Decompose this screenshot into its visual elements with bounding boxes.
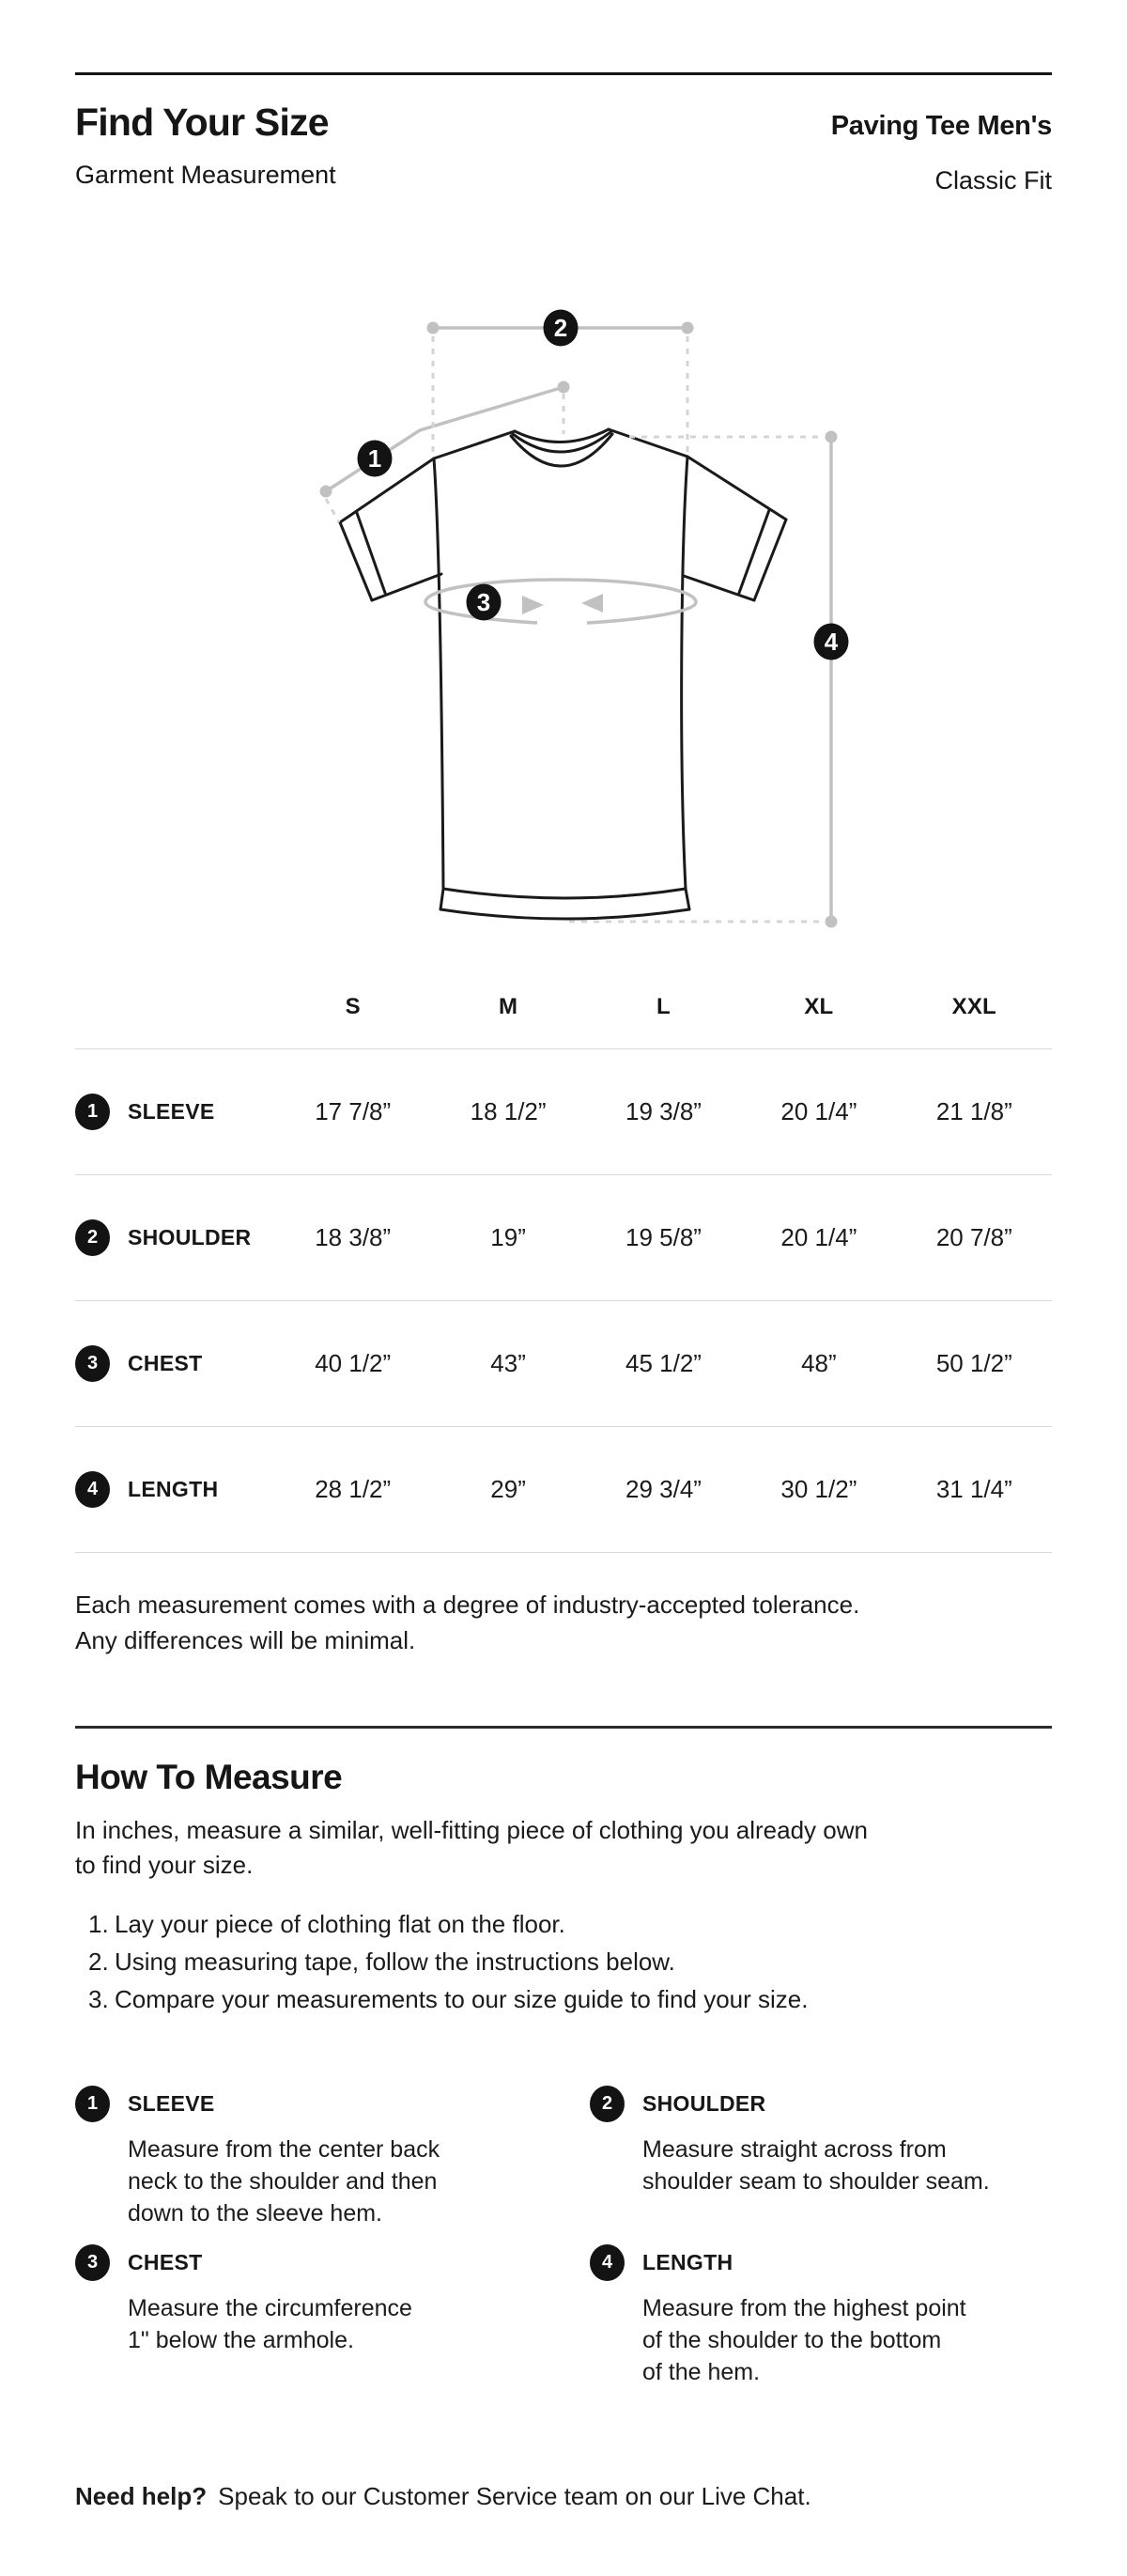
svg-text:3: 3 [476,588,491,616]
intro-line1: In inches, measure a similar, well-fitting piece of clothing you already own [75,1816,868,1844]
instruction-line: neck to the shoulder and then [128,2168,438,2195]
how-to-measure-title: How To Measure [75,1758,343,1796]
tolerance-note-line2: Any differences will be minimal. [75,1626,416,1654]
table-row-chest [75,1301,1052,1427]
page-header [75,100,1052,197]
instruction-line: down to the sleeve hem. [128,2200,382,2227]
table-row-length [75,1427,1052,1553]
instruction-label-sleeve: SLEEVE [128,2091,215,2116]
svg-text:1: 1 [367,444,382,473]
step-text-2: Using measuring tape, follow the instructions below. [115,1948,675,1976]
row-header-shoulder [75,1219,275,1256]
row-badge-1: 1 [75,1094,110,1130]
svg-text:4: 4 [824,628,839,656]
help-footer [75,2478,1052,2514]
cell-length-xl: 30 1/2” [780,1475,857,1503]
marker-badge-2 [544,310,579,347]
step-text-3: Compare your measurements to our size guide to find your size. [115,1985,809,2013]
measurement-lines [326,328,831,922]
step-number-1: 1. [88,1910,109,1938]
table-row-shoulder [75,1175,1052,1301]
row-badge-4: 4 [75,1471,110,1508]
cell-sleeve-m: 18 1/2” [470,1097,547,1125]
instruction-sleeve [75,2086,590,2229]
column-header-s: S [345,994,361,1019]
marker-badge-4 [814,624,849,660]
instruction-text-length [642,2292,1052,2388]
instruction-length-header [590,2244,1052,2281]
instruction-text-shoulder [642,2134,1052,2197]
page-title: Find Your Size [75,101,329,144]
cell-chest-s: 40 1/2” [315,1349,392,1377]
instruction-line: 1" below the armhole. [128,2327,354,2353]
row-header-length [75,1471,275,1508]
tshirt-illustration [340,429,786,919]
marker-badge-1 [358,441,393,477]
step-text-1: Lay your piece of clothing flat on the floor. [115,1910,565,1938]
column-header-xxl: XXL [951,994,996,1019]
column-header-xl: XL [804,994,834,1019]
row-header-chest [75,1345,275,1382]
instruction-line: of the shoulder to the bottom [642,2327,942,2353]
cell-sleeve-l: 19 3/8” [625,1097,702,1125]
measure-instructions [75,2086,1052,2388]
cell-shoulder-m: 19” [490,1223,526,1251]
cell-length-xxl: 31 1/4” [935,1475,1012,1503]
product-fit: Classic Fit [934,166,1052,194]
instruction-line: shoulder seam to shoulder seam. [642,2168,990,2195]
cell-sleeve-s: 17 7/8” [315,1097,392,1125]
page-subtitle: Garment Measurement [75,161,336,189]
row-badge-2: 2 [75,1219,110,1256]
table-row-sleeve [75,1049,1052,1175]
list-item [88,1980,1052,2018]
size-table [75,968,1052,1553]
header-left [75,100,336,192]
tolerance-note-line1: Each measurement comes with a degree of industry-accepted tolerance. [75,1591,860,1619]
list-item [88,1905,1052,1943]
instruction-line: Measure the circumference [128,2295,412,2321]
section-divider [75,1726,1052,1729]
cell-shoulder-s: 18 3/8” [315,1223,392,1251]
instruction-length [590,2244,1052,2388]
list-item [88,1943,1052,1980]
help-text: Speak to our Customer Service team on our Live Chat. [218,2482,811,2510]
header-right [831,100,1052,197]
marker-badge-3 [467,584,502,621]
chest-measure-ellipse [425,580,696,623]
instruction-shoulder [590,2086,1052,2229]
measure-steps-list [75,1905,1052,2018]
row-label-shoulder: SHOULDER [128,1225,252,1249]
instruction-badge-1: 1 [75,2086,110,2122]
step-number-3: 3. [88,1985,109,2013]
row-header-sleeve [75,1094,275,1130]
instruction-line: Measure from the highest point [642,2295,966,2321]
instruction-line: of the hem. [642,2359,761,2385]
instruction-label-length: LENGTH [642,2250,733,2274]
instruction-badge-4: 4 [590,2244,625,2281]
tolerance-note [75,1587,1052,1658]
cell-sleeve-xl: 20 1/4” [780,1097,857,1125]
row-label-chest: CHEST [128,1351,203,1375]
help-label: Need help? [75,2482,208,2510]
chest-arrow-left-icon [581,594,603,613]
chest-arrow-right-icon [522,596,544,614]
cell-length-l: 29 3/4” [625,1475,702,1503]
row-badge-3: 3 [75,1345,110,1382]
cell-length-m: 29” [490,1475,526,1503]
size-table-header [75,968,1052,1049]
instruction-chest-header [75,2244,590,2281]
instruction-label-chest: CHEST [128,2250,203,2274]
product-name: Paving Tee Men's [830,111,1052,141]
instruction-chest [75,2244,590,2388]
sleeve-measure-line [326,387,564,491]
how-to-measure-intro [75,1813,1052,1883]
cell-shoulder-xxl: 20 7/8” [935,1223,1012,1251]
instruction-line: Measure from the center back [128,2136,440,2163]
cell-shoulder-l: 19 5/8” [625,1223,702,1251]
row-label-length: LENGTH [128,1477,219,1501]
top-divider [75,72,1052,75]
cell-chest-l: 45 1/2” [625,1349,702,1377]
instruction-badge-2: 2 [590,2086,625,2122]
cell-sleeve-xxl: 21 1/8” [935,1097,1012,1125]
svg-text:2: 2 [553,314,568,342]
measurement-dots [320,322,838,928]
instruction-sleeve-header [75,2086,590,2122]
cell-chest-m: 43” [490,1349,526,1377]
cell-chest-xl: 48” [801,1349,837,1377]
instruction-shoulder-header [590,2086,1052,2122]
cell-chest-xxl: 50 1/2” [935,1349,1012,1377]
column-header-l: L [656,994,671,1019]
instruction-text-sleeve [128,2134,590,2229]
instruction-badge-3: 3 [75,2244,110,2281]
measurement-dashes [326,336,824,922]
tshirt-diagram-svg [75,269,1052,945]
row-label-sleeve: SLEEVE [128,1099,215,1124]
instruction-line: Measure straight across from [642,2136,947,2163]
instruction-label-shoulder: SHOULDER [642,2091,766,2116]
step-number-2: 2. [88,1948,109,1976]
intro-line2: to find your size. [75,1851,254,1879]
tshirt-measurement-diagram [75,269,1052,945]
column-header-m: M [498,994,518,1019]
instruction-text-chest [128,2292,590,2356]
cell-shoulder-xl: 20 1/4” [780,1223,857,1251]
cell-length-s: 28 1/2” [315,1475,392,1503]
